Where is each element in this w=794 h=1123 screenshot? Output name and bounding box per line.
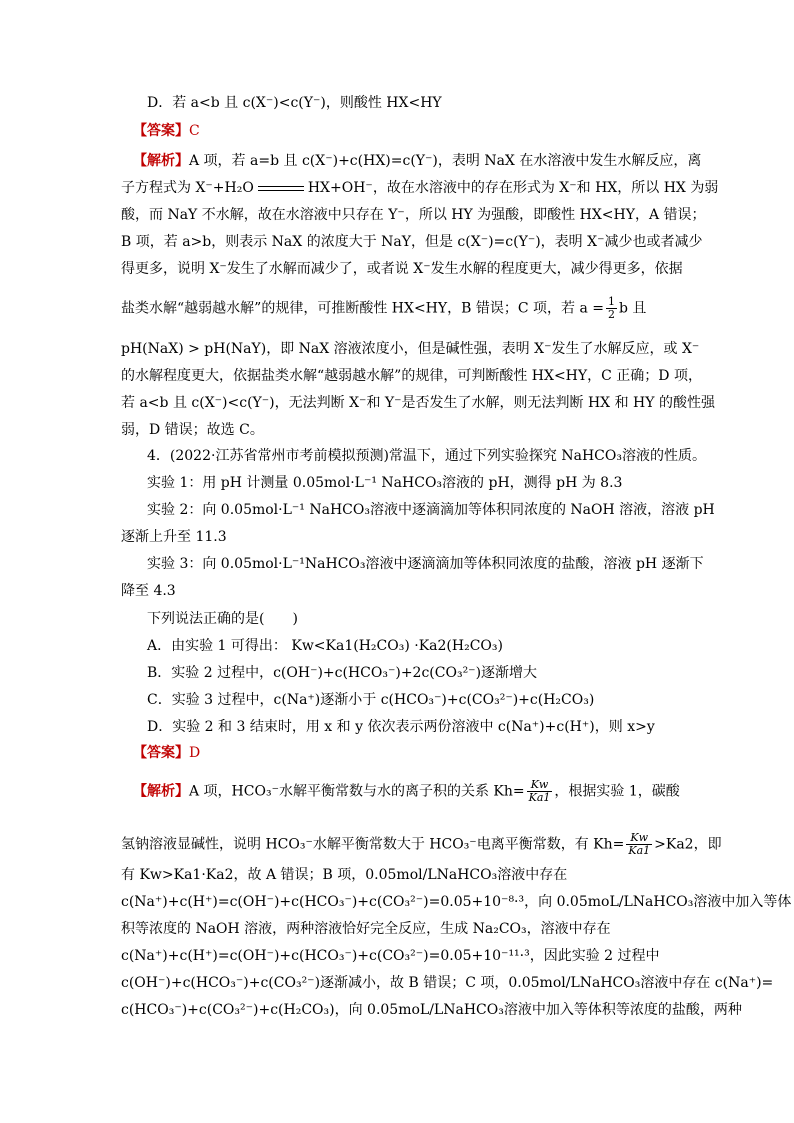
analysis-label: 【解析】 xyxy=(133,153,189,169)
analysis-2-line-8: c(HCO₃⁻)+c(CO₃²⁻)+c(H₂CO₃)，向 0.05moL/LNaHCO₃溶液中加入等体积等浓度的盐酸，两种 xyxy=(121,1002,742,1018)
analysis-1-line-5: 得更多，说明 X⁻发生了水解而减少了，或者说 X⁻发生水解的程度更大，减少得更多，依据 xyxy=(121,261,683,277)
analysis-2-line-3: 有 Kw>Ka1·Ka2，故 A 错误；B 项，0.05mol/LNaHCO₃溶液中存在 xyxy=(121,867,568,883)
option-d: D．实验 2 和 3 结束时，用 x 和 y 依次表示两份溶液中 c(Na⁺)+c(H⁺)，则 x>y xyxy=(147,719,655,735)
analysis-1-line-1: A 项，若 a=b 且 c(X⁻)+c(HX)=c(Y⁻)，表明 NaX 在水溶液中发生水解反应，离 xyxy=(189,153,702,169)
analysis-1-line-7: pH(NaX) > pH(NaY)，即 NaX 溶液浓度小，但是碱性强，表明 X⁻发生了水解反应，或 X⁻ xyxy=(121,341,700,357)
analysis-2-line-5: 积等浓度的 NaOH 溶液，两种溶液恰好完全反应，生成 Na₂CO₃，溶液中存在 xyxy=(121,921,611,937)
answer-1 xyxy=(133,121,200,141)
analysis-1-line-2 xyxy=(121,178,718,198)
experiment-3-line-2: 降至 4.3 xyxy=(121,583,176,599)
analysis-1-line-6 xyxy=(121,296,646,321)
line-2-tail: >Ka2，即 xyxy=(654,836,722,853)
answer-2 xyxy=(133,743,200,763)
fraction-kw-over-ka1: $\frac{Kw}{Ka1}$ xyxy=(528,778,551,804)
fraction-one-half: $\frac{1}{2}$ xyxy=(608,295,615,321)
answer-value: D xyxy=(189,745,201,761)
experiment-3-line-1: 实验 3：向 0.05mol·L⁻¹NaHCO₃溶液中逐滴滴加等体积同浓度的盐酸，溶液 pH 逐渐下 xyxy=(147,556,704,572)
line-6-text: 盐类水解“越弱越水解”的规律，可推断酸性 HX<HY，B 错误；C 项，若 a = xyxy=(121,300,604,317)
line-2-text: 氢钠溶液显碱性，说明 HCO₃⁻水解平衡常数大于 HCO₃⁻电离平衡常数，有 Kh= xyxy=(121,836,625,853)
analysis-2-line-6: c(Na⁺)+c(H⁺)=c(OH⁻)+c(HCO₃⁻)+c(CO₃²⁻)=0.05+10⁻¹¹·³，因此实验 2 过程中 xyxy=(121,948,660,964)
analysis-1-line-4: B 项，若 a>b，则表示 NaX 的浓度大于 NaY，但是 c(X⁻)=c(Y⁻)，表明 X⁻减少也或者减少 xyxy=(121,234,703,250)
answer-label: 【答案】 xyxy=(133,745,189,761)
answer-label: 【答案】 xyxy=(133,123,189,139)
question-stem: 4．(2022·江苏省常州市考前模拟预测)常温下，通过下列实验探究 NaHCO₃溶液的性质。 xyxy=(147,448,706,464)
question-prompt: 下列说法正确的是( ) xyxy=(147,611,298,627)
analysis-1-line-8: 的水解程度更大，依据盐类水解“越弱越水解”的规律，可判断酸性 HX<HY，C 正确；D 项， xyxy=(121,368,702,384)
experiment-1: 实验 1：用 pH 计测量 0.05mol·L⁻¹ NaHCO₃溶液的 pH，测得 pH 为 8.3 xyxy=(147,475,623,491)
analysis-1-line-10: 弱，D 错误；故选 C。 xyxy=(121,422,264,438)
option-c: C．实验 3 过程中，c(Na⁺)逐渐小于 c(HCO₃⁻)+c(CO₃²⁻)+c(H₂CO₃) xyxy=(147,692,595,708)
option-b: B．实验 2 过程中，c(OH⁻)+c(HCO₃⁻)+2c(CO₃²⁻)逐渐增大 xyxy=(147,665,538,681)
previous-option-d: D．若 a<b 且 c(X⁻)<c(Y⁻)，则酸性 HX<HY xyxy=(147,95,442,111)
analysis-label: 【解析】 xyxy=(133,783,189,800)
analysis-1-line-9: 若 a<b 且 c(X⁻)<c(Y⁻)，无法判断 X⁻和 Y⁻是否发生了水解，则无法判断 HX 和 HY 的酸性强 xyxy=(121,395,715,411)
answer-value: C xyxy=(189,123,200,139)
experiment-2-line-1: 实验 2：向 0.05mol·L⁻¹ NaHCO₃溶液中逐滴滴加等体积同浓度的 NaOH 溶液，溶液 pH xyxy=(147,502,715,518)
equation-right: HX+OH⁻，故在水溶液中的存在形式为 X⁻和 HX，所以 HX 为弱 xyxy=(307,180,719,196)
analysis-2-line-1: A 项，HCO₃⁻水解平衡常数与水的离子积的关系 Kh= xyxy=(189,783,525,800)
analysis-2-line-4: c(Na⁺)+c(H⁺)=c(OH⁻)+c(HCO₃⁻)+c(CO₃²⁻)=0.05+10⁻⁸·³，向 0.05moL/LNaHCO₃溶液中加入等体 xyxy=(121,894,792,910)
line-1-tail: ，根据实验 1，碳酸 xyxy=(554,783,680,800)
equation-left: 子方程式为 X⁻+H₂O xyxy=(121,180,254,196)
fraction-kw-over-ka1: $\frac{Kw}{Ka1}$ xyxy=(628,831,651,857)
analysis-2-line-2 xyxy=(121,832,722,857)
analysis-2-line-7: c(OH⁻)+c(HCO₃⁻)+c(CO₃²⁻)逐渐减小，故 B 错误；C 项，0.05mol/LNaHCO₃溶液中存在 c(Na⁺)= xyxy=(121,975,774,991)
option-a: A．由实验 1 可得出： Kw<Ka1(H₂CO₃) ·Ka2(H₂CO₃) xyxy=(147,638,503,654)
equilibrium-arrow-icon xyxy=(258,183,304,193)
experiment-2-line-2: 逐渐上升至 11.3 xyxy=(121,529,227,545)
line-6-tail: b 且 xyxy=(619,300,647,317)
analysis-1-line-3: 酸，而 NaY 不水解，故在水溶液中只存在 Y⁻，所以 HY 为强酸，即酸性 HX<HY，A 错误； xyxy=(121,207,706,223)
